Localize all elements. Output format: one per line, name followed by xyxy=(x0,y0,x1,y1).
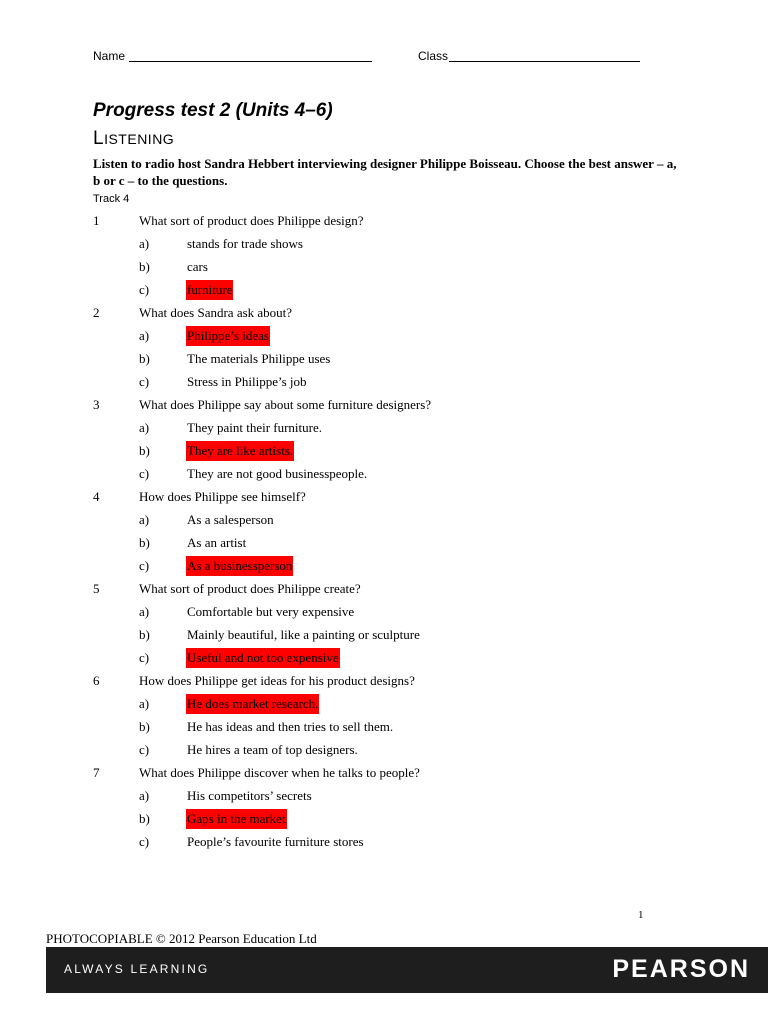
highlighted-answer: Philippe’s ideas xyxy=(186,326,270,346)
question-1-option-a xyxy=(93,234,693,257)
question-2 xyxy=(93,303,693,326)
footer-banner xyxy=(46,947,768,993)
highlighted-answer: Gaps in the market xyxy=(186,809,287,829)
question-6-option-c xyxy=(93,740,693,763)
question-2-option-c xyxy=(93,372,693,395)
question-6-option-b xyxy=(93,717,693,740)
class-field[interactable] xyxy=(449,61,640,62)
question-1-option-c xyxy=(93,280,693,303)
question-number: 6 xyxy=(93,673,100,688)
highlighted-answer: As a businessperson xyxy=(186,556,293,576)
option-letter: a) xyxy=(139,328,150,343)
option-text: The materials Philippe uses xyxy=(187,351,331,366)
class-label: Class xyxy=(418,49,449,63)
option-letter: c) xyxy=(139,650,150,665)
option-letter: c) xyxy=(139,742,150,757)
option-letter: b) xyxy=(139,811,150,826)
question-6-option-a xyxy=(93,694,693,717)
option-letter: b) xyxy=(139,719,150,734)
question-7-option-c xyxy=(93,832,693,855)
copyright-notice: PHOTOCOPIABLE © 2012 Pearson Education Ltd xyxy=(46,931,317,946)
question-4-option-b xyxy=(93,533,693,556)
option-text: He has ideas and then tries to sell them. xyxy=(187,719,394,734)
question-text: What does Philippe discover when he talks to people? xyxy=(139,765,420,780)
option-letter: a) xyxy=(139,512,150,527)
question-number: 5 xyxy=(93,581,100,596)
option-letter: a) xyxy=(139,788,150,803)
question-3-option-c xyxy=(93,464,693,487)
option-text: As a salesperson xyxy=(187,512,274,527)
option-letter: a) xyxy=(139,696,150,711)
question-4 xyxy=(93,487,693,510)
question-number: 3 xyxy=(93,397,100,412)
question-7 xyxy=(93,763,693,786)
option-letter: b) xyxy=(139,627,150,642)
question-4-option-c xyxy=(93,556,693,579)
option-letter: b) xyxy=(139,259,150,274)
option-letter: b) xyxy=(139,351,150,366)
question-5-option-b xyxy=(93,625,693,648)
footer-slogan: ALWAYS LEARNING xyxy=(64,962,210,976)
question-text: What sort of product does Philippe create? xyxy=(139,581,361,596)
question-number: 4 xyxy=(93,489,100,504)
highlighted-answer: They are like artists. xyxy=(186,441,294,461)
question-number: 2 xyxy=(93,305,100,320)
highlighted-answer: Useful and not too expensive xyxy=(186,648,340,668)
option-letter: a) xyxy=(139,604,150,619)
pearson-logo: PEARSON xyxy=(612,955,750,983)
question-text: What does Sandra ask about? xyxy=(139,305,293,320)
question-3-option-b xyxy=(93,441,693,464)
highlighted-answer: He does market research. xyxy=(186,694,319,714)
option-letter: c) xyxy=(139,282,150,297)
option-letter: c) xyxy=(139,558,150,573)
name-label: Name xyxy=(93,49,126,63)
option-text: Mainly beautiful, like a painting or sculpture xyxy=(187,627,420,642)
track-label: Track 4 xyxy=(93,193,130,205)
option-text: stands for trade shows xyxy=(187,236,303,251)
option-letter: c) xyxy=(139,466,150,481)
instructions: Listen to radio host Sandra Hebbert interviewing designer Philippe Boisseau. Choose the best answer – a, b or c – to the questions. xyxy=(93,156,677,188)
option-text: His competitors’ secrets xyxy=(187,788,312,803)
question-7-option-b xyxy=(93,809,693,832)
question-text: What sort of product does Philippe design? xyxy=(139,213,364,228)
option-text: Stress in Philippe’s job xyxy=(187,374,307,389)
option-text: People’s favourite furniture stores xyxy=(187,834,364,849)
option-letter: c) xyxy=(139,834,150,849)
option-letter: b) xyxy=(139,535,150,550)
option-letter: b) xyxy=(139,443,150,458)
option-text: They are not good businesspeople. xyxy=(187,466,368,481)
question-1 xyxy=(93,211,693,234)
option-letter: c) xyxy=(139,374,150,389)
page-number: 1 xyxy=(638,909,644,921)
question-number: 7 xyxy=(93,765,100,780)
option-letter: a) xyxy=(139,420,150,435)
highlighted-answer: furniture xyxy=(186,280,233,300)
question-6 xyxy=(93,671,693,694)
option-letter: a) xyxy=(139,236,150,251)
question-5-option-a xyxy=(93,602,693,625)
question-3-option-a xyxy=(93,418,693,441)
question-5-option-c xyxy=(93,648,693,671)
option-text: As an artist xyxy=(187,535,247,550)
option-text: They paint their furniture. xyxy=(187,420,323,435)
page-title: Progress test 2 (Units 4–6) xyxy=(93,100,333,121)
question-text: What does Philippe say about some furniture designers? xyxy=(139,397,432,412)
question-3 xyxy=(93,395,693,418)
option-text: cars xyxy=(187,259,208,274)
section-heading-initial: L xyxy=(93,128,105,149)
question-2-option-b xyxy=(93,349,693,372)
option-text: He hires a team of top designers. xyxy=(187,742,358,757)
question-1-option-b xyxy=(93,257,693,280)
question-text: How does Philippe see himself? xyxy=(139,489,306,504)
section-heading-rest: ISTENING xyxy=(104,131,175,147)
option-text: Comfortable but very expensive xyxy=(187,604,355,619)
question-2-option-a xyxy=(93,326,693,349)
question-text: How does Philippe get ideas for his product designs? xyxy=(139,673,415,688)
section-heading xyxy=(93,128,174,150)
question-5 xyxy=(93,579,693,602)
question-4-option-a xyxy=(93,510,693,533)
question-number: 1 xyxy=(93,213,100,228)
question-list xyxy=(93,211,693,855)
question-7-option-a xyxy=(93,786,693,809)
name-field[interactable] xyxy=(129,61,372,62)
